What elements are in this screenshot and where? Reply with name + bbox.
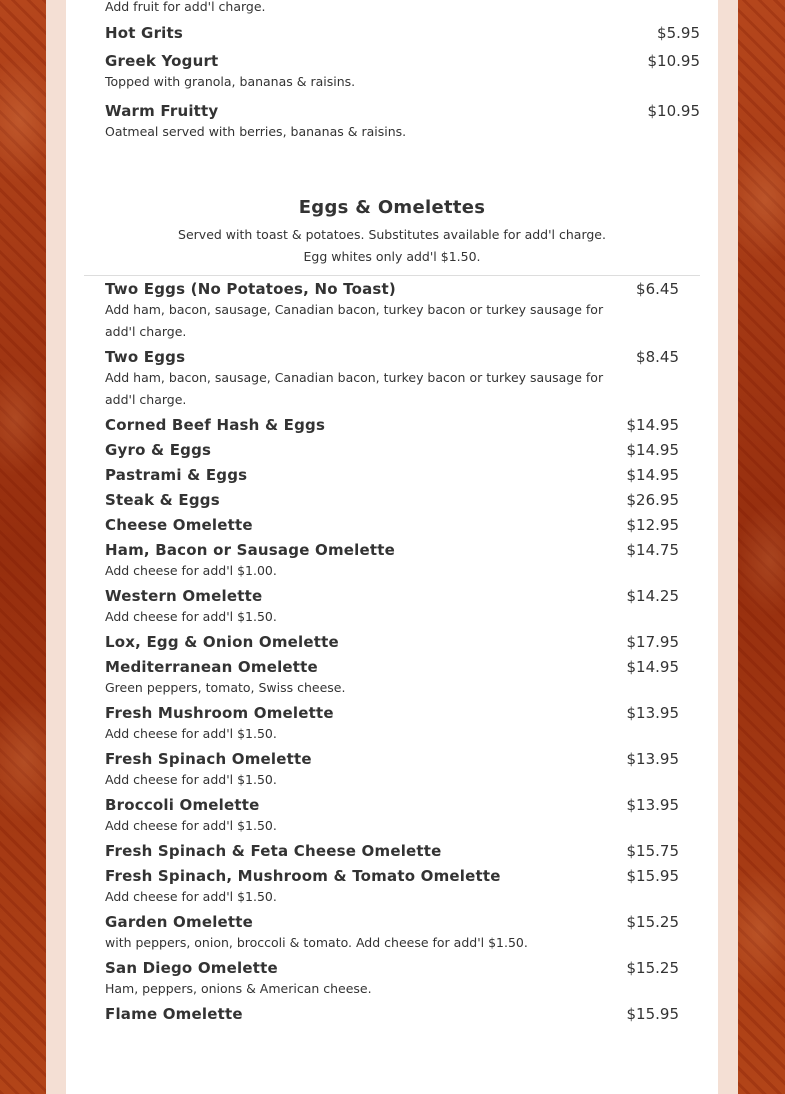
item-description: Add ham, bacon, sausage, Canadian bacon, turkey bacon or turkey sausage for add'l charge. — [105, 302, 604, 339]
item-name: Fresh Spinach, Mushroom & Tomato Omelette — [105, 867, 501, 885]
item-description: Ham, peppers, onions & American cheese. — [105, 981, 372, 996]
item-price: $14.25 — [626, 587, 679, 605]
menu-item — [84, 416, 679, 434]
item-name: Fresh Spinach Omelette — [105, 750, 312, 768]
item-name: Hot Grits — [105, 24, 184, 42]
item-price: $5.95 — [657, 24, 700, 42]
item-name: Steak & Eggs — [105, 491, 220, 509]
item-name: Flame Omelette — [105, 1005, 243, 1023]
partial-item — [84, 0, 700, 18]
item-name: Fresh Spinach & Feta Cheese Omelette — [105, 842, 442, 860]
eggs-item-list — [84, 280, 679, 1030]
item-price: $17.95 — [626, 633, 679, 651]
item-name: Greek Yogurt — [105, 52, 219, 70]
item-price: $10.95 — [647, 102, 700, 120]
menu-item-warm-fruitty — [84, 102, 700, 143]
menu-item — [84, 704, 679, 745]
item-description: Add cheese for add'l $1.00. — [105, 563, 277, 578]
menu-item — [84, 959, 679, 1000]
menu-item-hot-grits — [84, 24, 700, 42]
item-description: Topped with granola, bananas & raisins. — [105, 74, 356, 89]
item-description: with peppers, onion, broccoli & tomato. Add cheese for add'l $1.50. — [105, 935, 528, 950]
menu-item — [84, 587, 679, 628]
item-name: Ham, Bacon or Sausage Omelette — [105, 541, 395, 559]
item-description: Add ham, bacon, sausage, Canadian bacon, turkey bacon or turkey sausage for add'l charge. — [105, 370, 604, 407]
item-description: Add cheese for add'l $1.50. — [105, 726, 277, 741]
menu-item — [84, 633, 679, 651]
menu-item-greek-yogurt — [84, 52, 700, 93]
item-price: $26.95 — [626, 491, 679, 509]
item-name: Broccoli Omelette — [105, 796, 260, 814]
item-name: Warm Fruitty — [105, 102, 219, 120]
item-name: Garden Omelette — [105, 913, 254, 931]
item-description: Add cheese for add'l $1.50. — [105, 818, 277, 833]
menu-item — [84, 796, 679, 837]
item-price: $13.95 — [626, 796, 679, 814]
menu-item — [84, 348, 679, 411]
item-price: $13.95 — [626, 750, 679, 768]
item-price: $15.25 — [626, 959, 679, 977]
item-name: Pastrami & Eggs — [105, 466, 248, 484]
item-description: Add cheese for add'l $1.50. — [105, 772, 277, 787]
menu-item — [84, 1005, 679, 1023]
item-name: San Diego Omelette — [105, 959, 278, 977]
section-title: Eggs & Omelettes — [298, 197, 486, 218]
item-name: Two Eggs — [105, 348, 186, 366]
item-name: Gyro & Eggs — [105, 441, 212, 459]
menu-item — [84, 516, 679, 534]
item-price: $13.95 — [626, 704, 679, 722]
menu-item — [84, 280, 679, 343]
item-name: Fresh Mushroom Omelette — [105, 704, 334, 722]
item-name: Western Omelette — [105, 587, 263, 605]
item-price: $14.95 — [626, 658, 679, 676]
eggs-section-header — [84, 197, 700, 276]
menu-item — [84, 441, 679, 459]
menu-item — [84, 750, 679, 791]
menu-item — [84, 867, 679, 908]
menu-panel — [66, 0, 718, 1094]
item-price: $14.75 — [626, 541, 679, 559]
menu-frame — [46, 0, 738, 1094]
item-description: Add fruit for add'l charge. — [105, 0, 266, 14]
menu-item — [84, 658, 679, 699]
item-description: Oatmeal served with berries, bananas & raisins. — [105, 124, 407, 139]
item-price: $15.95 — [626, 1005, 679, 1023]
item-description: Add cheese for add'l $1.50. — [105, 889, 277, 904]
item-name: Lox, Egg & Onion Omelette — [105, 633, 339, 651]
item-price: $8.45 — [636, 348, 679, 366]
menu-item — [84, 842, 679, 860]
item-price: $14.95 — [626, 466, 679, 484]
item-description: Add cheese for add'l $1.50. — [105, 609, 277, 624]
item-price: $12.95 — [626, 516, 679, 534]
section-description: Served with toast & potatoes. Substitutes available for add'l charge. Egg whites only add'l $1.50. — [178, 227, 606, 264]
item-name: Corned Beef Hash & Eggs — [105, 416, 326, 434]
item-name: Two Eggs (No Potatoes, No Toast) — [105, 280, 396, 298]
item-description: Green peppers, tomato, Swiss cheese. — [105, 680, 346, 695]
item-price: $15.75 — [626, 842, 679, 860]
menu-item — [84, 541, 679, 582]
item-price: $6.45 — [636, 280, 679, 298]
section-divider — [84, 275, 700, 276]
item-name: Mediterranean Omelette — [105, 658, 318, 676]
menu-item — [84, 466, 679, 484]
item-price: $15.95 — [626, 867, 679, 885]
item-price: $15.25 — [626, 913, 679, 931]
menu-item — [84, 491, 679, 509]
item-price: $14.95 — [626, 441, 679, 459]
menu-item — [84, 913, 679, 954]
item-price: $10.95 — [647, 52, 700, 70]
item-name: Cheese Omelette — [105, 516, 253, 534]
item-price: $14.95 — [626, 416, 679, 434]
